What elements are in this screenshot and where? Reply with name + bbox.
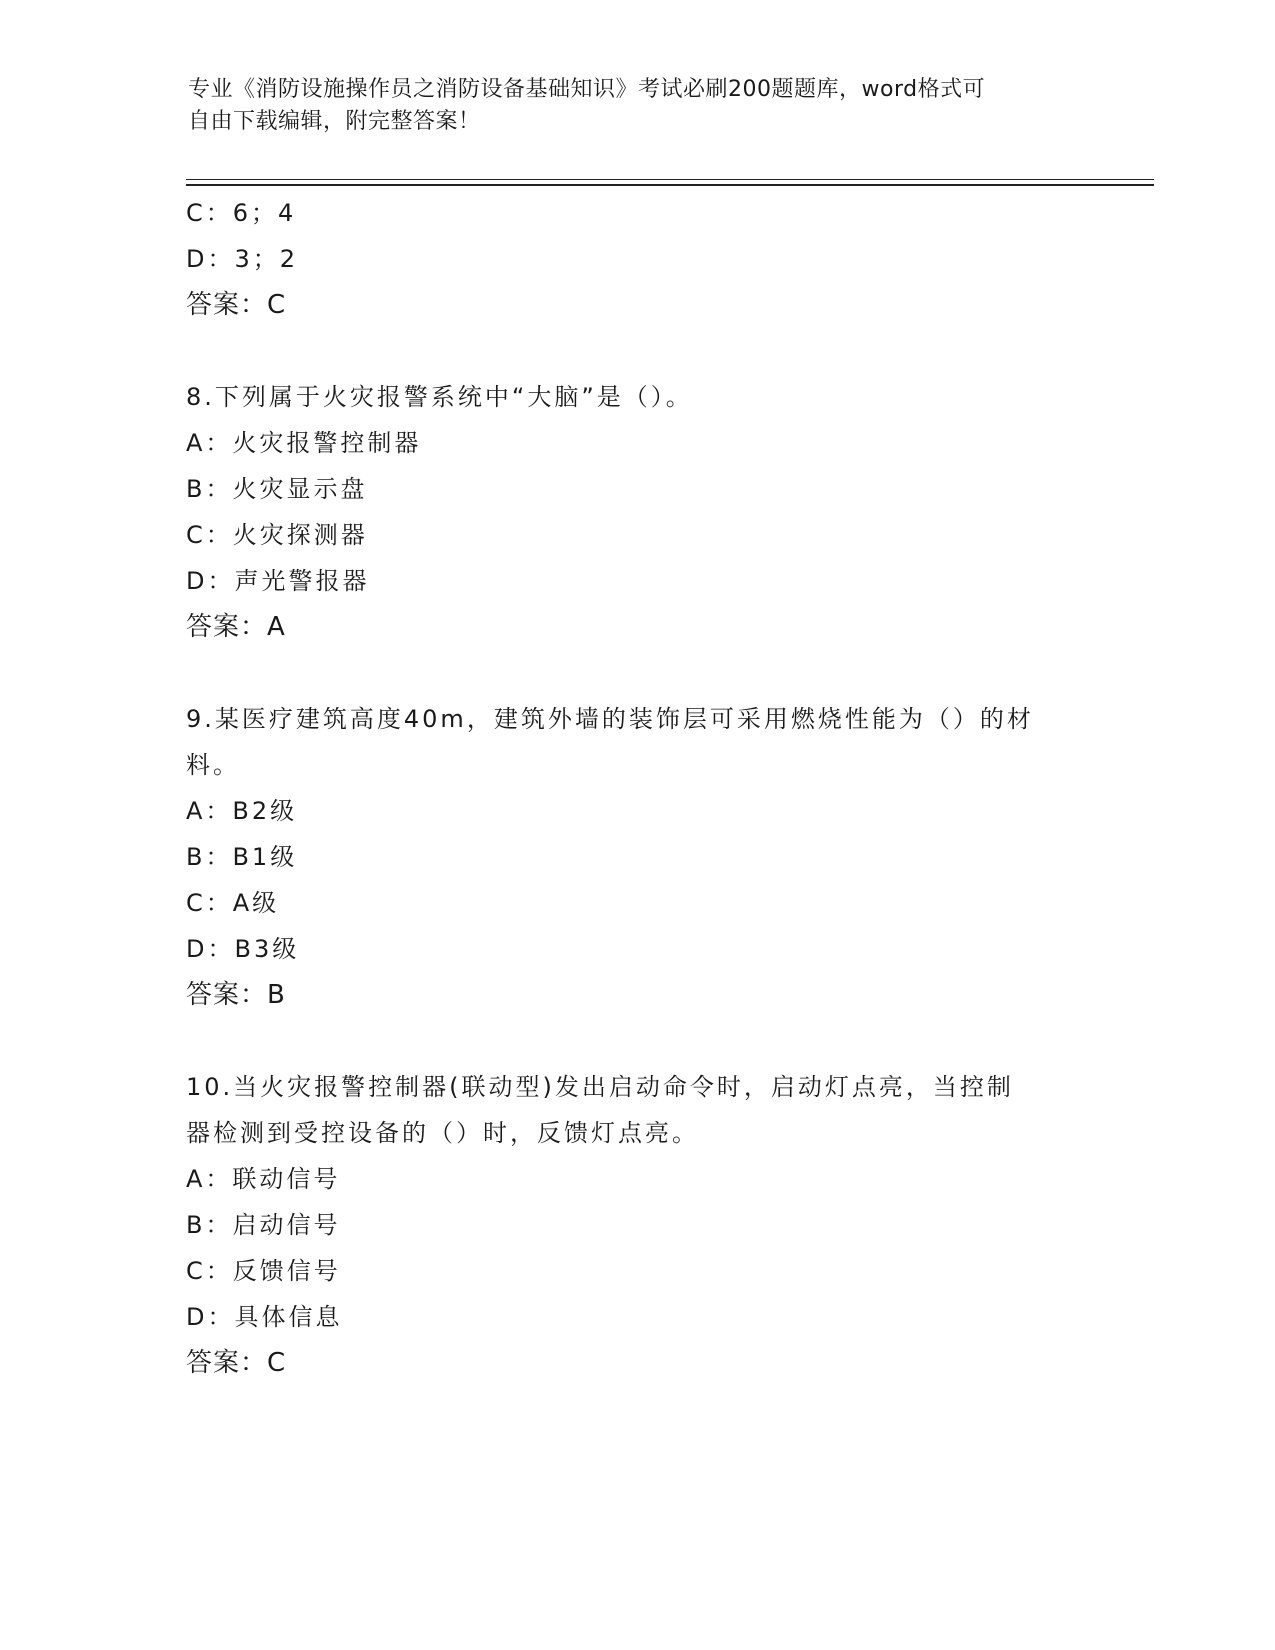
question-text-line-1: 9.某医疗建筑高度40m，建筑外墙的装饰层可采用燃烧性能为（）的材 bbox=[186, 705, 1034, 733]
question-text-line-1: 10.当火灾报警控制器(联动型)发出启动命令时，启动灯点亮，当控制 bbox=[186, 1073, 1014, 1101]
option-a: A：火灾报警控制器 bbox=[186, 429, 422, 457]
header-line-2: 自由下载编辑，附完整答案！ bbox=[188, 109, 481, 134]
answer-line: 答案：B bbox=[186, 980, 286, 1010]
option-b: B：火灾显示盘 bbox=[186, 475, 368, 503]
option-d: D：具体信息 bbox=[186, 1303, 343, 1331]
header-line-1: 专业《消防设施操作员之消防设备基础知识》考试必刷200题题库，word格式可 bbox=[188, 77, 986, 102]
option-c: C：火灾探测器 bbox=[186, 521, 368, 549]
question-8 bbox=[186, 374, 1086, 650]
question-9 bbox=[186, 696, 1086, 1018]
option-c: C：反馈信号 bbox=[186, 1257, 341, 1285]
option-c: C：A级 bbox=[186, 889, 280, 917]
option-b: B：启动信号 bbox=[186, 1211, 341, 1239]
answer-line: 答案：C bbox=[186, 1348, 287, 1378]
option-a: A：B2级 bbox=[186, 797, 298, 825]
option-d: D：3；2 bbox=[186, 245, 299, 273]
option-c: C：6；4 bbox=[186, 199, 297, 227]
question-text-line-2: 料。 bbox=[186, 751, 240, 779]
question-list bbox=[186, 190, 1086, 1386]
question-text-line-2: 器检测到受控设备的（）时，反馈灯点亮。 bbox=[186, 1119, 699, 1147]
question-10 bbox=[186, 1064, 1086, 1386]
option-a: A：联动信号 bbox=[186, 1165, 341, 1193]
option-b: B：B1级 bbox=[186, 843, 298, 871]
answer-line: 答案：A bbox=[186, 612, 286, 642]
question-text: 8.下列属于火灾报警系统中“大脑”是（）。 bbox=[186, 383, 693, 411]
previous-question-tail bbox=[186, 190, 1086, 328]
option-d: D：B3级 bbox=[186, 935, 300, 963]
option-d: D：声光警报器 bbox=[186, 567, 370, 595]
header-divider-thin bbox=[186, 179, 1154, 180]
answer-line: 答案：C bbox=[186, 290, 287, 320]
header-divider-thick bbox=[186, 184, 1154, 186]
document-header bbox=[188, 74, 1088, 138]
